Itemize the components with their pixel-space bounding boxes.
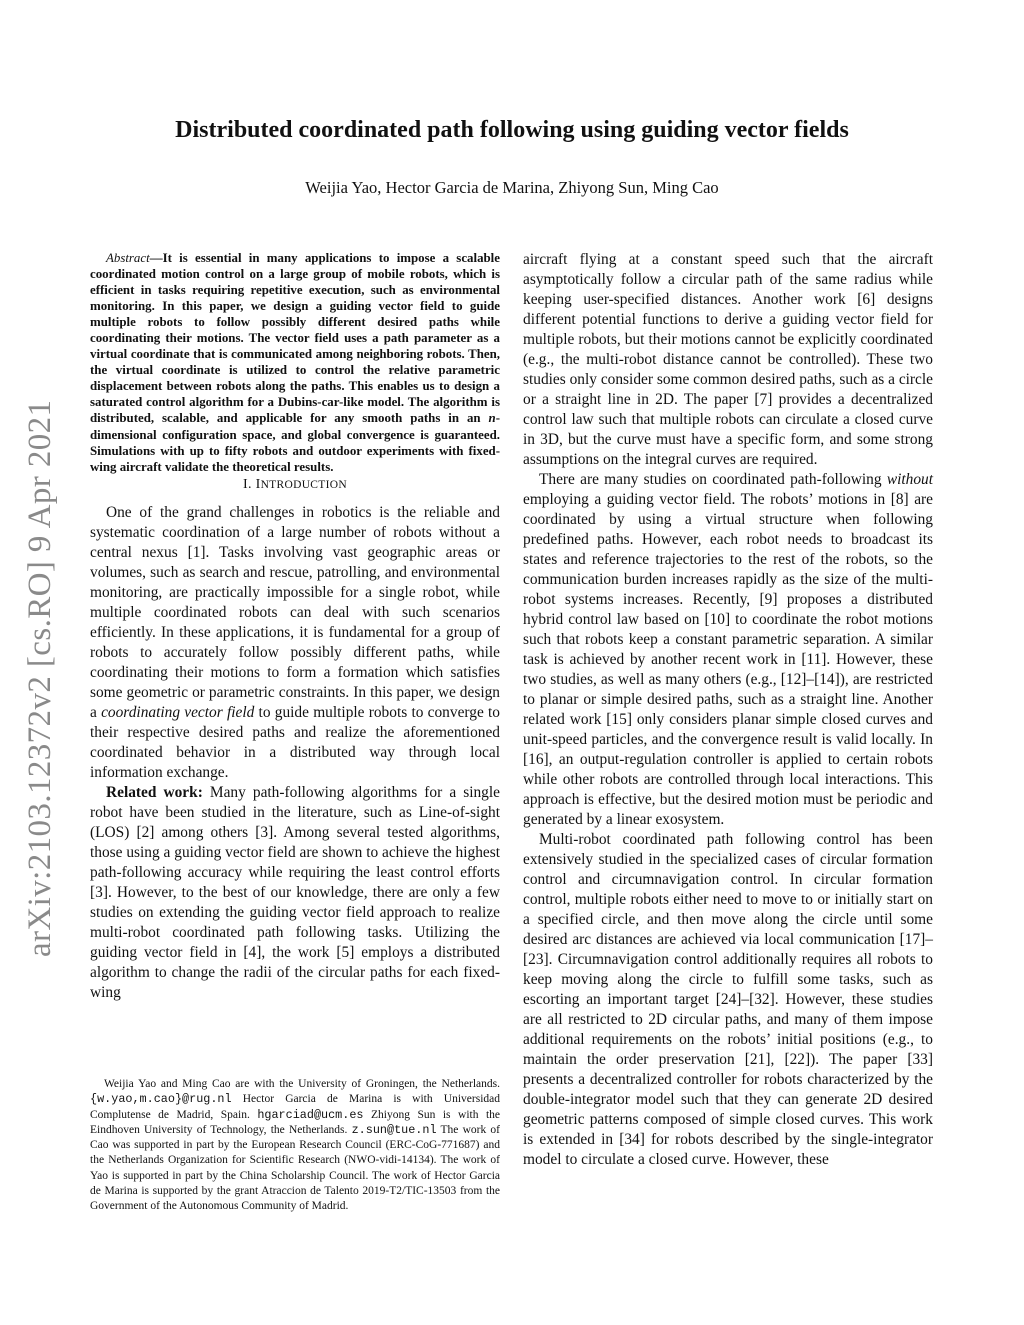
paper-title: Distributed coordinated path following using guiding vector fields [175, 117, 849, 143]
abstract-label: Abstract [106, 251, 150, 265]
section-title-caps: NTRODUCTION [260, 478, 347, 491]
intro-p1-italic: coordinating vector field [101, 703, 255, 721]
right-paragraph-1: aircraft flying at a constant speed such that the aircraft asymptotically follow a circular path of the same radius while keeping user-specified distances. Another work [6] designs different potential functions to derive a guiding vector field for multiple robots, but their motions cannot be explicitly coordinated (e.g., the multi-robot distance cannot be controlled). These two studies only consider some common desired paths, such as a circle or a straight line in 2D. The paper [7] provides a decentralized control law such that multiple robots can circulate a closed curve in 3D, but the curve must have a specific form, and some strong assumptions on the integral curves are required. [523, 251, 933, 468]
right-paragraph-3: Multi-robot coordinated path following control has been extensively studied in the specialized cases of circular formation control and circumnavigation control. In circular formation control, multiple robots either need to move to or initially start on a specified circle, and then move along the circle until some desired arc distances are achieved via local communication [17]–[23]. Circumnavigation control additionally requires all robots to keep moving along the circle to fulfill some tasks, such as escorting an important target [24]–[32]. However, these studies are all restricted to 2D circular paths, and many of them impose additional requirements on the robots’ initial positions (e.g., to maintain the order preservation [21], [22]). The paper [33] presents a decentralized controller for robots characterized by the double-integrator model such that they can generate 2D desired geometric patterns composed of simple closed curves. This work is extended in [34] for robots described by the single-integrator model to circulate a closed curve. However, these [523, 831, 933, 1168]
related-work-heading: Related work: [106, 783, 203, 801]
abstract [90, 250, 500, 475]
footnote-text-1: Weijia Yao and Ming Cao are with the University of Groningen, the Netherlands. [104, 1078, 500, 1090]
footnote-text-4: The work of Cao was supported in part by the European Research Council (ERC-CoG-771687) and the Netherlands Organization for Scientific Research (NWO-vidi-14134). The work of Yao is supported in part by the China Scholarship Council. The work of Hector Garcia de Marina is supported by the grant Atraccion de Talento 2019-T2/TIC-13503 from the Government of the Autonomous Community of Madrid. [90, 1123, 500, 1213]
intro-paragraph-1 [90, 503, 500, 783]
footnote-affiliations [90, 1077, 500, 1215]
section-initial: I [255, 476, 261, 492]
intro-p1-text-b: to guide multiple robots to converge to their respective desired paths and realize the aforementioned coordinated behavior in a distributed way through local information exchange. [90, 703, 500, 781]
related-work-text: Many path-following algorithms for a single robot have been studied in the literature, such as Line-of-sight (LOS) [2] among others [3]. Among several tested algorithms, those using a guiding vector field are shown to achieve the highest path-following accuracy while requiring the least control efforts [3]. However, to the best of our knowledge, there are only a few studies on extending the guiding vector field approach to realize multi-robot coordinated path following tasks. Utilizing the guiding vector field in [4], the work [5] employs a distributed algorithm to change the radii of the circular paths for each fixed-wing [90, 783, 500, 1001]
arxiv-identifier-stamp: arXiv:2103.12372v2 [cs.RO] 9 Apr 2021 [22, 399, 58, 957]
left-column [90, 250, 500, 1003]
email-garcia: hgarciad@ucm.es [257, 1107, 364, 1122]
email-sun: z.sun@tue.nl [351, 1122, 437, 1137]
related-work-paragraph [90, 783, 500, 1003]
abstract-text: It is essential in many applications to impose a scalable coordinated motion control on a large group of mobile robots, which is efficient in tasks requiring repetitive execution, such as environmental monitoring. In this paper, we design a guiding vector field to guide multiple robots to follow possibly different desired paths while coordinating their motions. The vector field uses a path parameter as a virtual coordinate that is communicated among neighboring robots. Then, the virtual coordinate is utilized to control the relative parametric displacement between robots along the paths. This enables us to design a saturated control algorithm for a Dubins-car-like model. The algorithm is distributed, scalable, and applicable for any smooth paths in an [90, 251, 500, 426]
abstract-text-end: -dimensional configuration space, and global convergence is guaranteed. Simulations with up to fifty robots and outdoor experiments with fixed-wing aircraft validate the theoretical results. [90, 411, 500, 474]
right-p2-text-b: employing a guiding vector field. The robots’ motions in [8] are coordinated by using a virtual structure when following predefined paths. However, each robot needs to broadcast its states and reference trajectories to the rest of the robots, so the communication burden increases rapidly as the size of the multi-robot systems increases. Recently, [9] proposes a distributed hybrid control law based on [10] to coordinate the robot motions such that robots keep a constant parametric separation. A similar task is achieved by another recent work in [11]. However, these two studies, as well as many others (e.g., [12]–[14]), are restricted to planar or simple desired paths, such as a straight line. Another related work [15] only considers planar simple closed curves and unit-speed particles, and the convergence result is valid locally. In [16], an output-regulation controller is applied to certain robots while other robots are controlled through local interactions. This approach is effective, but the desired motion must be periodic and generated by a linear exosystem. [523, 491, 933, 828]
right-paragraph-2 [523, 470, 933, 830]
abstract-math-n: n [488, 411, 496, 426]
author-list: Weijia Yao, Hector Garcia de Marina, Zhiyong Sun, Ming Cao [305, 178, 719, 197]
abstract-dash: — [149, 251, 163, 265]
section-numeral: I. [243, 476, 256, 492]
email-yao-cao: {w.yao,m.cao}@rug.nl [90, 1092, 232, 1107]
footnote-text-3: Zhiyong Sun is with the Eindhoven University of Technology, the Netherlands. [90, 1108, 501, 1136]
right-p2-text-a: There are many studies on coordinated path-following [539, 471, 887, 488]
section-heading-introduction [90, 475, 500, 495]
right-p2-italic: without [886, 471, 933, 488]
right-column [523, 250, 933, 1170]
footnote-text-2: Hector Garcia de Marina is with Universidad Complutense de Madrid, Spain. [90, 1093, 500, 1121]
intro-p1-text-a: One of the grand challenges in robotics is the reliable and systematic coordination of a large number of robots without a central nexus [1]. Tasks involving vast geographic areas or volumes, such as search and rescue, patrolling, and environmental monitoring, are practically impossible for a single robot, while multiple coordinated robots can deal with such scenarios efficiently. In these applications, it is fundamental for a group of robots to accurately follow possibly different paths, while coordinating their motions to form a formation which satisfies some geometric or parametric constraints. In this paper, we design a [90, 503, 500, 721]
